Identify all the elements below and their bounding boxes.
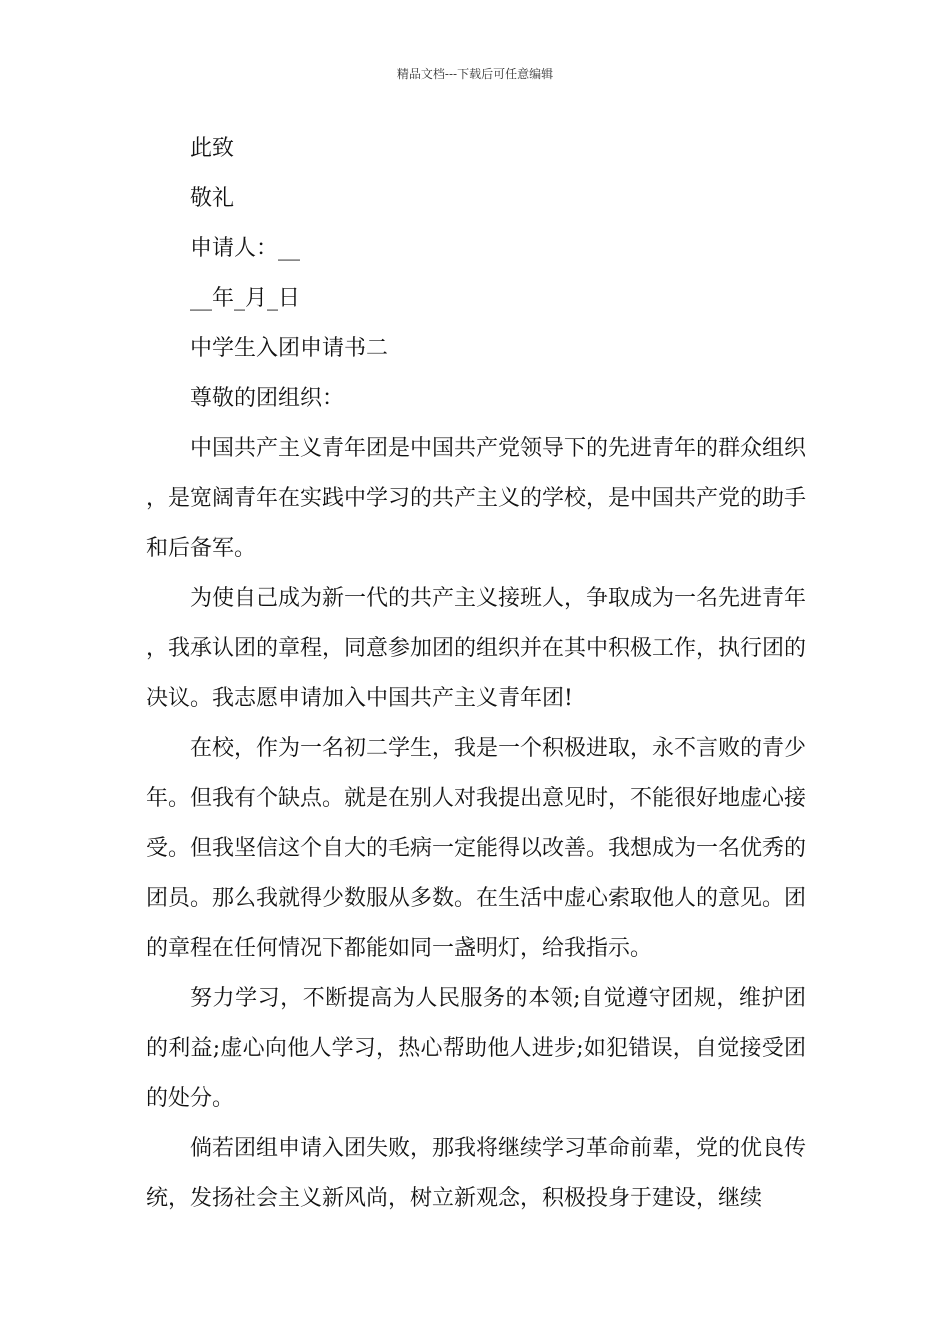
date-line: __年_月_日 (190, 286, 301, 311)
paragraph-3: 在校，作为一名初二学生，我是一个积极进取，永不言败的青少年。但我有个缺点。就是在别人对我提出意见时，不能很好地虚心接受。但我坚信这个自大的毛病一定能得以改善。我想成为一名优秀的团员。那么我就得少数服从多数。在生活中虚心索取他人的意见。团的章程在任何情况下都能如同一盏明灯，给我指示。 (146, 736, 807, 961)
paragraph-5: 倘若团组申请入团失败，那我将继续学习革命前辈，党的优良传统，发扬社会主义新风尚，树立新观念，积极投身于建设，继续 (146, 1136, 807, 1211)
page-header: 精品文档---下载后可任意编辑 (396, 67, 554, 81)
paragraph-1: 中国共产主义青年团是中国共产党领导下的先进青年的群众组织，是宽阔青年在实践中学习的共产主义的学校，是中国共产党的助手和后备军。 (146, 436, 807, 561)
closing-line-2: 敬礼 (190, 186, 235, 211)
salutation: 尊敬的团组织： (190, 386, 345, 411)
closing-line-1: 此致 (190, 136, 235, 161)
paragraph-4: 努力学习，不断提高为人民服务的本领;自觉遵守团规，维护团的利益;虚心向他人学习，热心帮助他人进步;如犯错误，自觉接受团的处分。 (146, 986, 806, 1111)
section-title: 中学生入团申请书二 (190, 336, 389, 361)
applicant-line: 申请人：__ (190, 236, 301, 261)
paragraph-2: 为使自己成为新一代的共产主义接班人，争取成为一名先进青年，我承认团的章程，同意参加团的组织并在其中积极工作，执行团的决议。我志愿申请加入中国共产主义青年团! (146, 586, 807, 711)
document-body (146, 124, 806, 1224)
